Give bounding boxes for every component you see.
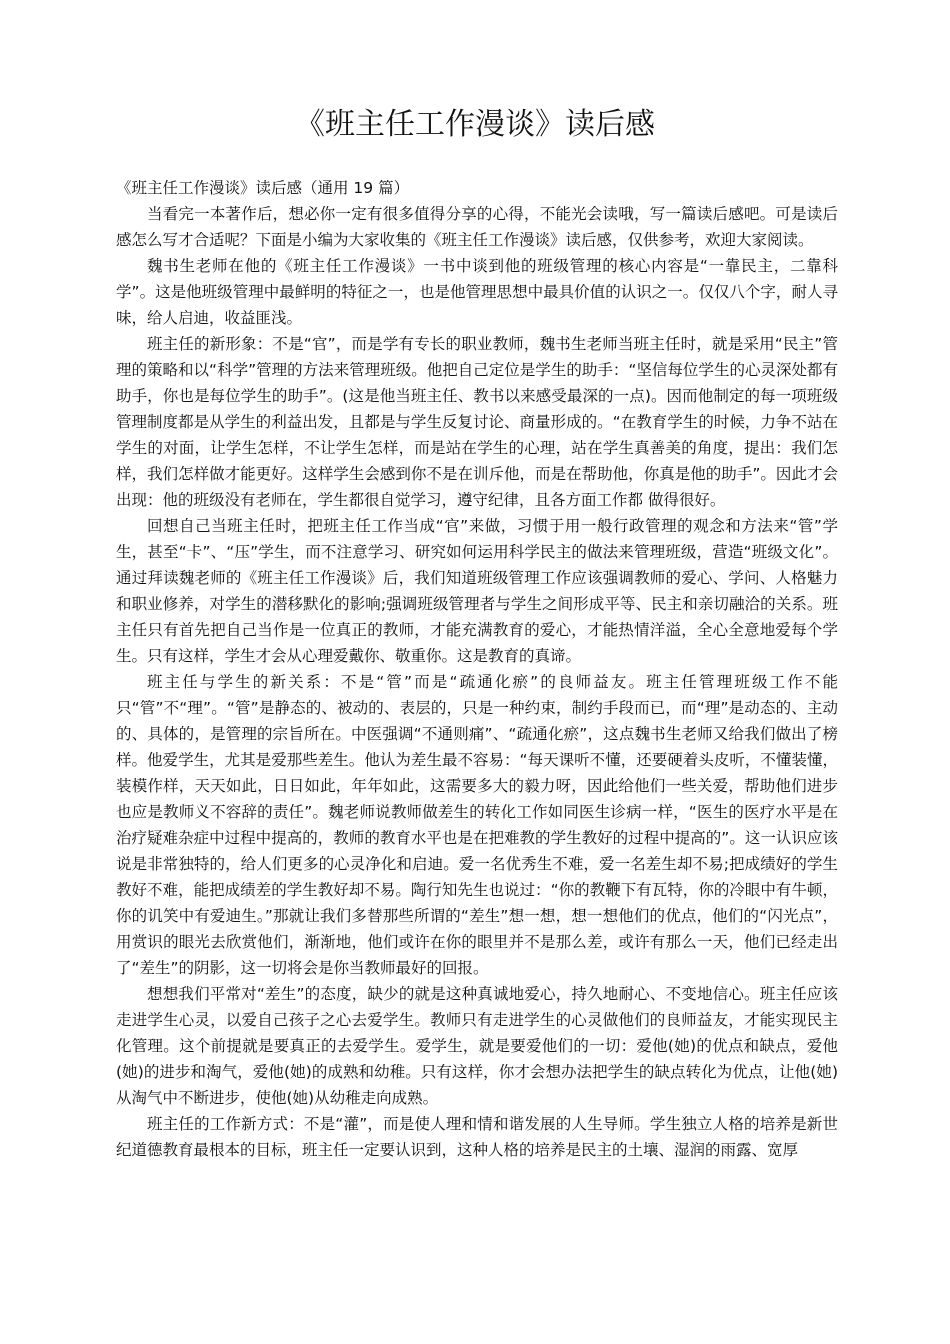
document-subtitle: 《班主任工作漫谈》读后感（通用 19 篇） <box>116 179 410 197</box>
paragraph: 班主任的新形象：不是“官”，而是学有专长的职业教师，魏书生老师当班主任时，就是采用“民主”管理的策略和以“科学”管理的方法来管理班级。他把自己定位是学生的助手：“坚信每位学生的心灵深处都有助手，你也是每位学生的助手”。(这是他当班主任、教书以来感受最深的一点)。因而他制定的每一项班级管理制度都是从学生的利益出发，且都是与学生反复讨论、商量形成的。“在教育学生的时候，力争不站在学生的对面，让学生怎样，不让学生怎样，而是站在学生的心理，站在学生真善美的角度，提出：我们怎样，我们怎样做才能更好。这样学生会感到你不是在训斥他，而是在帮助他，你真是他的助手”。因此才会出现：他的班级没有老师在，学生都很自觉学习，遵守纪律，且各方面工作都 做得很好。 <box>116 335 838 509</box>
paragraph: 班主任的工作新方式：不是“灌”，而是使人理和情和谐发展的人生导师。学生独立人格的培养是新世纪道德教育最根本的目标，班主任一定要认识到，这种人格的培养是民主的土壤、湿润的雨露、宽厚 <box>116 1115 838 1159</box>
paragraph: 当看完一本著作后，想必你一定有很多值得分享的心得，不能光会读哦，写一篇读后感吧。可是读后感怎么写才合适呢？下面是小编为大家收集的《班主任工作漫谈》读后感，仅供参考，欢迎大家阅读。 <box>116 205 838 249</box>
document-body <box>116 175 838 1163</box>
paragraph: 想想我们平常对“差生”的态度，缺少的就是这种真诚地爱心，持久地耐心、不变地信心。班主任应该走进学生心灵，以爱自己孩子之心去爱学生。教师只有走进学生的心灵做他们的良师益友，才能实现民主化管理。这个前提就是要真正的去爱学生。爱学生，就是要爱他们的一切：爱他(她)的优点和缺点，爱他(她)的进步和淘气，爱他(她)的成熟和幼稚。只有这样，你才会想办法把学生的缺点转化为优点，让他(她)从淘气中不断进步，使他(她)从幼稚走向成熟。 <box>116 985 838 1107</box>
paragraph: 班主任与学生的新关系：不是“管”而是“疏通化瘀”的良师益友。班主任管理班级工作不能只“管”不“理”。“管”是静态的、被动的、表层的，只是一种约束，制约手段而已，而“理”是动态的、主动的、具体的，是管理的宗旨所在。中医强调“不通则痛”、“疏通化瘀”，这点魏书生老师又给我们做出了榜样。他爱学生，尤其是爱那些差生。他认为差生最不容易：“每天课听不懂，还要硬着头皮听，不懂装懂，装模作样，天天如此，日日如此，年年如此，这需要多大的毅力呀，因此给他们一些关爱，帮助他们进步也应是教师义不容辞的责任”。魏老师说教师做差生的转化工作如同医生诊病一样，“医生的医疗水平是在治疗疑难杂症中过程中提高的，教师的教育水平也是在把难教的学生教好的过程中提高的”。这一认识应该说是非常独特的，给人们更多的心灵净化和启迪。爱一名优秀生不难，爱一名差生却不易;把成绩好的学生教好不难，能把成绩差的学生教好却不易。陶行知先生也说过：“你的教鞭下有瓦特，你的冷眼中有牛顿，你的讥笑中有爱迪生。”那就让我们多替那些所谓的“差生”想一想，想一想他们的优点，他们的“闪光点”，用赏识的眼光去欣赏他们，渐渐地，他们或许在你的眼里并不是那么差，或许有那么一天，他们已经走出了“差生”的阴影，这一切将会是你当教师最好的回报。 <box>116 673 838 977</box>
document-title: 《班主任工作漫谈》读后感 <box>295 107 655 142</box>
paragraph: 魏书生老师在他的《班主任工作漫谈》一书中谈到他的班级管理的核心内容是“一靠民主，二靠科学”。这是他班级管理中最鲜明的特征之一，也是他管理思想中最具价值的认识之一。仅仅八个字，耐人寻味，给人启迪，收益匪浅。 <box>116 257 838 327</box>
paragraph: 回想自己当班主任时，把班主任工作当成“官”来做，习惯于用一般行政管理的观念和方法来“管”学生，甚至“卡”、“压”学生，而不注意学习、研究如何运用科学民主的做法来管理班级，营造“班级文化”。通过拜读魏老师的《班主任工作漫谈》后，我们知道班级管理工作应该强调教师的爱心、学问、人格魅力和职业修养，对学生的潜移默化的影响;强调班级管理者与学生之间形成平等、民主和亲切融洽的关系。班主任只有首先把自己当作是一位真正的教师，才能充满教育的爱心，才能热情洋溢，全心全意地爱每个学生。只有这样，学生才会从心理爱戴你、敬重你。这是教育的真谛。 <box>116 517 838 665</box>
